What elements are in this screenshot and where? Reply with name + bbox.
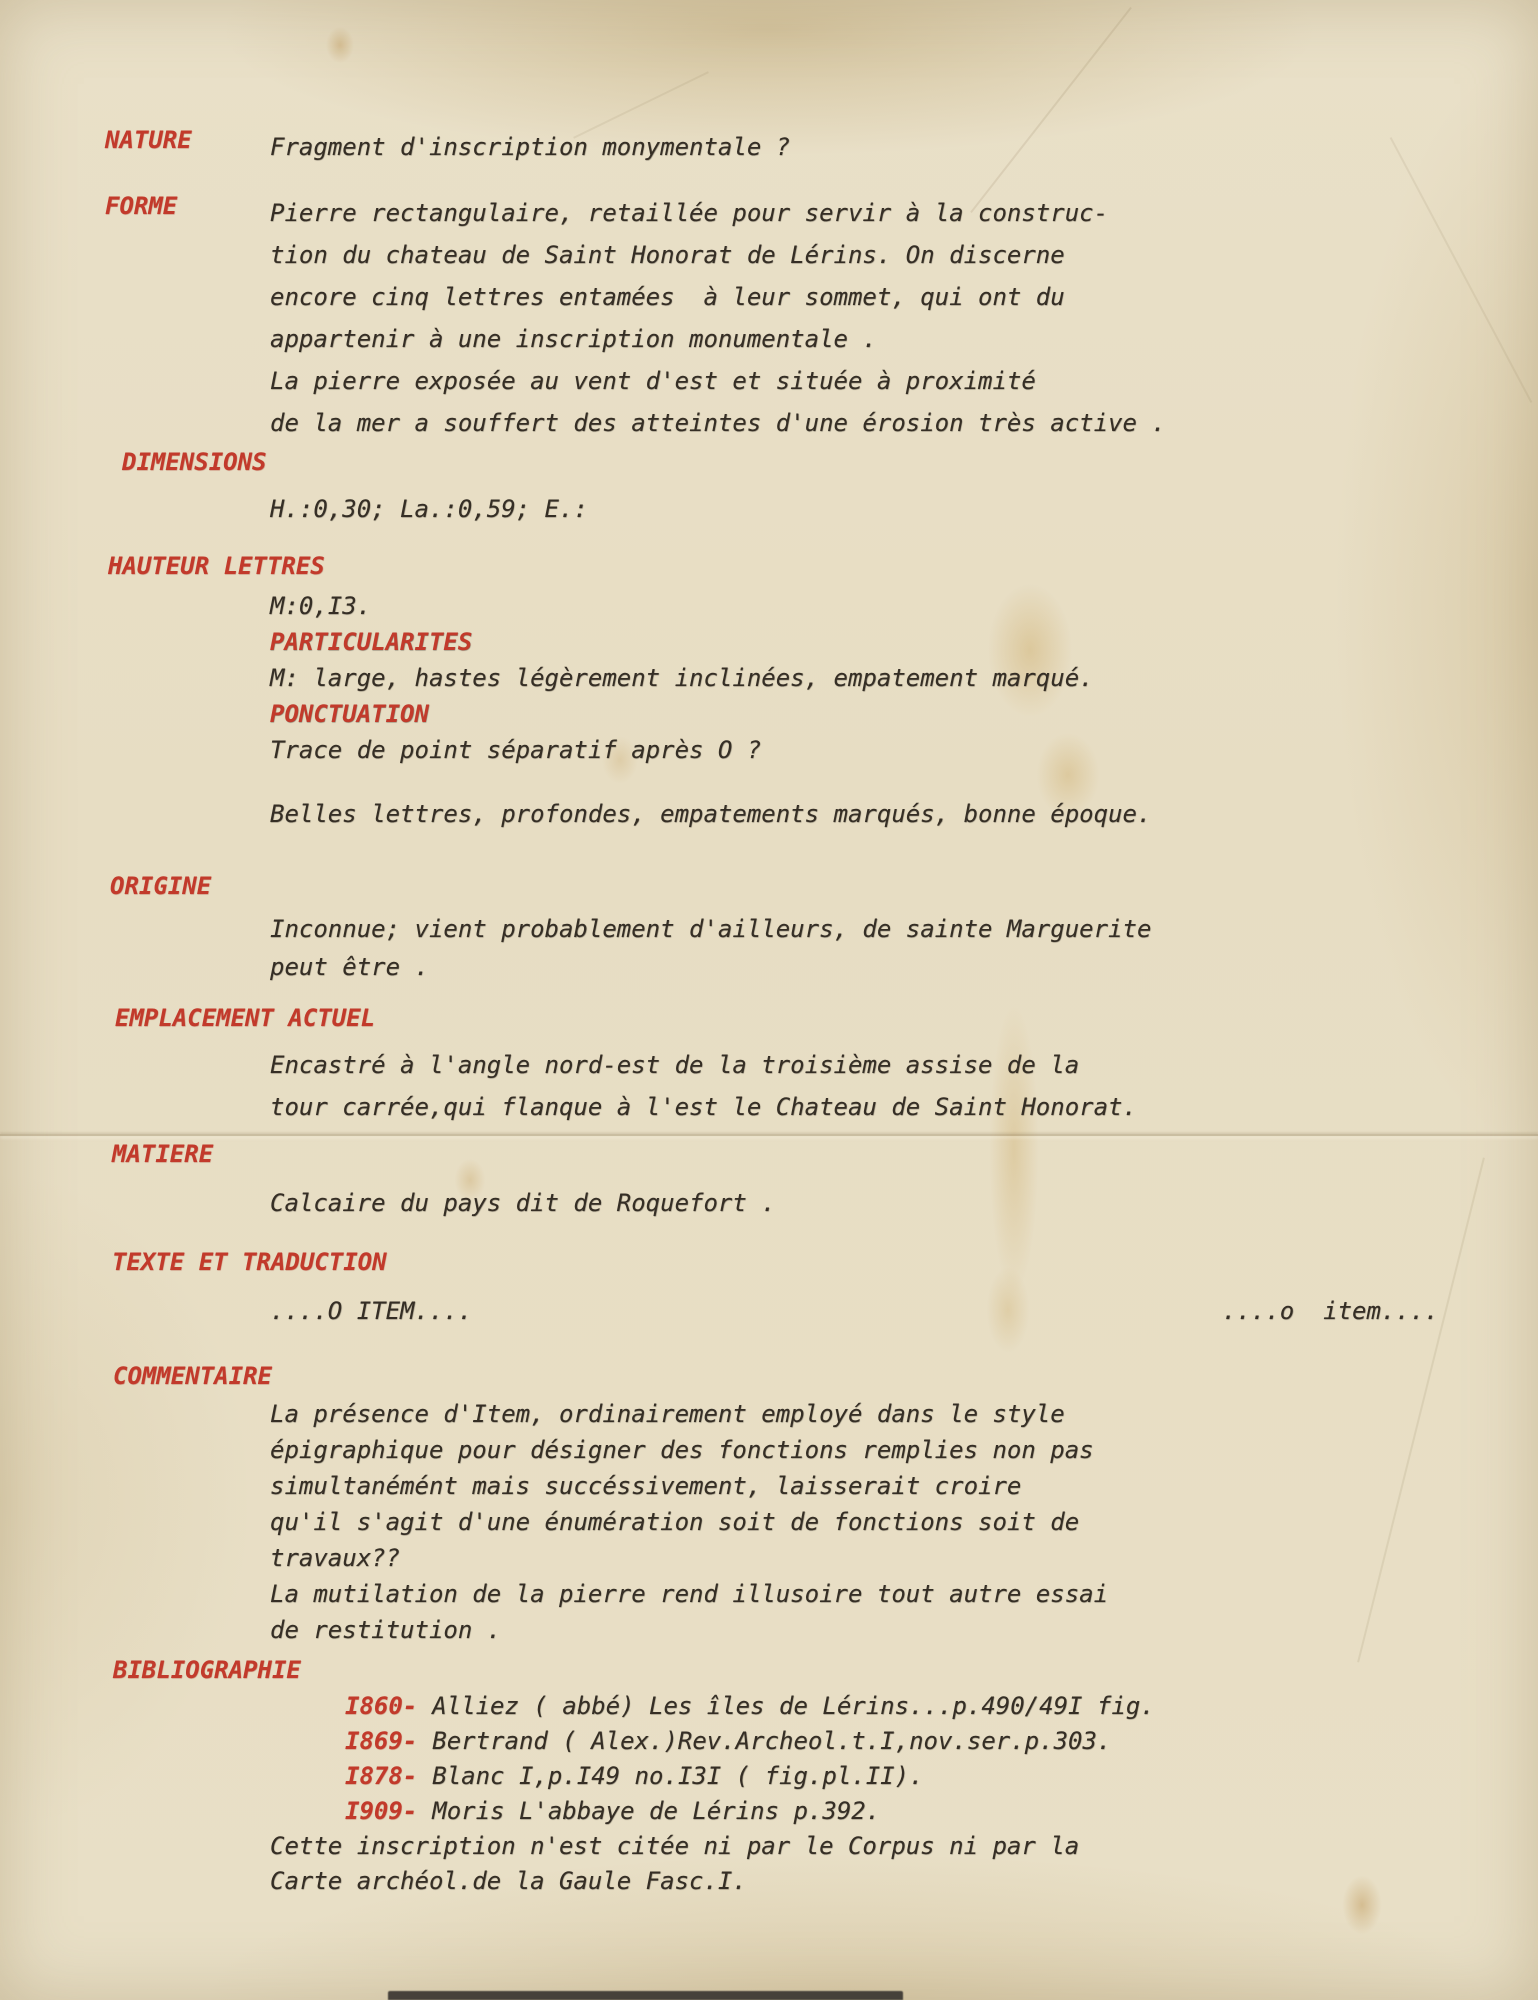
text-line: appartenir à une inscription monumentale . xyxy=(270,325,877,353)
section-label-commentaire: COMMENTAIRE xyxy=(113,1362,272,1390)
bibliography-entry xyxy=(345,1759,1538,1794)
text-line: de restitution . xyxy=(270,1616,502,1644)
section-origine xyxy=(0,872,1538,986)
text-line: Encastré à l'angle nord-est de la troisième assise de la xyxy=(270,1051,1080,1079)
text-line: M: large, hastes légèrement inclinées, empatement marqué. xyxy=(270,664,1094,692)
inscription-translation: ....o item.... xyxy=(1222,1297,1439,1325)
bibliography-note: Carte archéol.de la Gaule Fasc.I. xyxy=(270,1867,747,1895)
text-line: peut être . xyxy=(270,953,429,981)
text-line: Inconnue; vient probablement d'ailleurs, de sainte Marguerite xyxy=(270,915,1152,943)
section-content xyxy=(270,1362,1538,1648)
section-dimensions xyxy=(0,448,1538,530)
text-line: Calcaire du pays dit de Roquefort . xyxy=(270,1189,776,1217)
section-matiere xyxy=(0,1140,1538,1224)
section-label-particularites: PARTICULARITES xyxy=(270,628,473,656)
section-commentaire xyxy=(0,1362,1538,1648)
section-label-bibliographie: BIBLIOGRAPHIE xyxy=(113,1656,301,1684)
section-label-emplacement-actuel: EMPLACEMENT ACTUEL xyxy=(115,1004,376,1032)
section-content xyxy=(270,1140,1538,1224)
section-nature xyxy=(0,126,1538,168)
section-label-ponctuation: PONCTUATION xyxy=(270,700,429,728)
text-line: de la mer a souffert des atteintes d'une érosion très active . xyxy=(270,409,1166,437)
dimensions-value: H.:0,30; La.:0,59; E.: xyxy=(270,495,588,523)
section-label-dimensions: DIMENSIONS xyxy=(122,448,267,476)
bibliography-year: I869- xyxy=(345,1727,418,1755)
section-content xyxy=(270,1656,1538,1899)
hauteur-value: M:0,I3. xyxy=(270,592,372,620)
text-line: Pierre rectangulaire, retaillée pour servir à la construc- xyxy=(270,199,1109,227)
bibliography-text: Moris L'abbaye de Lérins p.392. xyxy=(432,1797,881,1825)
bibliography-entry xyxy=(345,1794,1538,1829)
bibliography-year: I860- xyxy=(345,1692,418,1720)
crease-line xyxy=(970,7,1132,213)
section-emplacement-actuel xyxy=(0,1004,1538,1128)
section-label-forme: FORME xyxy=(105,192,178,220)
text-line: encore cinq lettres entamées à leur sommet, qui ont du xyxy=(270,283,1065,311)
section-content xyxy=(270,448,1538,530)
text-line: Fragment d'inscription monymentale ? xyxy=(270,133,791,161)
text-line: travaux?? xyxy=(270,1544,401,1572)
section-content xyxy=(270,1248,1538,1332)
section-content xyxy=(270,552,1538,832)
text-line: La pierre exposée au vent d'est et située à proximité xyxy=(270,367,1036,395)
section-label-matiere: MATIERE xyxy=(112,1140,214,1168)
bibliography-year: I909- xyxy=(345,1797,418,1825)
section-label-origine: ORIGINE xyxy=(110,872,212,900)
section-content xyxy=(270,126,1538,168)
section-label-nature: NATURE xyxy=(105,126,192,154)
text-line: épigraphique pour désigner des fonctions remplies non pas xyxy=(270,1436,1094,1464)
bibliography-text: Bertrand ( Alex.)Rev.Archeol.t.I,nov.ser.p.303. xyxy=(432,1727,1112,1755)
section-texte-et-traduction xyxy=(0,1248,1538,1332)
bibliography-entry xyxy=(345,1724,1538,1759)
text-line: qu'il s'agit d'une énumération soit de fonctions soit de xyxy=(270,1508,1080,1536)
section-label-hauteur-lettres: HAUTEUR LETTRES xyxy=(108,552,325,580)
section-label-texte-et-traduction: TEXTE ET TRADUCTION xyxy=(112,1248,387,1276)
text-line: simultanémént mais succéssivement, laisserait croire xyxy=(270,1472,1022,1500)
text-line: tion du chateau de Saint Honorat de Lérins. On discerne xyxy=(270,241,1065,269)
inscription-text: ....O ITEM.... xyxy=(270,1297,473,1325)
text-line: tour carrée,qui flanque à l'est le Chateau de Saint Honorat. xyxy=(270,1093,1137,1121)
bibliography-note: Cette inscription n'est citée ni par le Corpus ni par la xyxy=(270,1832,1080,1860)
section-content xyxy=(270,872,1538,986)
text-line: La mutilation de la pierre rend illusoire tout autre essai xyxy=(270,1580,1109,1608)
section-content xyxy=(270,1004,1538,1128)
fold-crease-horizontal xyxy=(0,1134,1538,1136)
text-line: Belles lettres, profondes, empatements marqués, bonne époque. xyxy=(270,800,1152,828)
scan-edge-shadow xyxy=(388,1991,903,2000)
bibliography-year: I878- xyxy=(345,1762,418,1790)
section-bibliographie xyxy=(0,1656,1538,1899)
section-forme xyxy=(0,192,1538,444)
section-content xyxy=(270,192,1538,444)
bibliography-entry xyxy=(345,1689,1538,1724)
bibliography-text: Blanc I,p.I49 no.I3I ( fig.pl.II). xyxy=(432,1762,924,1790)
section-hauteur-lettres xyxy=(0,552,1538,832)
text-line: La présence d'Item, ordinairement employé dans le style xyxy=(270,1400,1065,1428)
bibliography-text: Alliez ( abbé) Les îles de Lérins...p.490/49I fig. xyxy=(432,1692,1155,1720)
text-line: Trace de point séparatif après O ? xyxy=(270,736,762,764)
